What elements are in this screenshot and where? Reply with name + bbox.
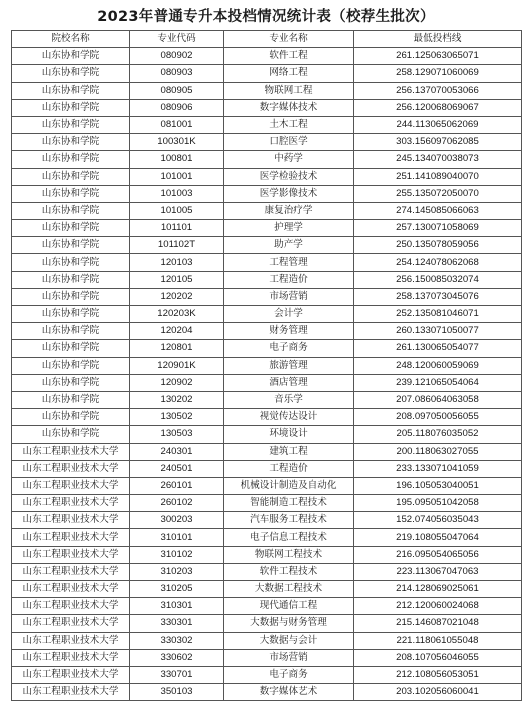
school-cell: 山东协和学院: [12, 151, 130, 168]
min-score-cell: 223.113067047063: [354, 563, 522, 580]
column-header-major-code: 专业代码: [130, 31, 224, 48]
table-row: [12, 632, 522, 649]
column-header-school: 院校名称: [12, 31, 130, 48]
school-cell: 山东协和学院: [12, 99, 130, 116]
major-name-cell: 酒店管理: [224, 374, 354, 391]
table-row: [12, 391, 522, 408]
major-code-cell: 120203K: [130, 306, 224, 323]
min-score-cell: 195.095051042058: [354, 495, 522, 512]
school-cell: 山东工程职业技术大学: [12, 529, 130, 546]
school-cell: 山东协和学院: [12, 340, 130, 357]
min-score-cell: 250.135078059056: [354, 237, 522, 254]
school-cell: 山东工程职业技术大学: [12, 443, 130, 460]
min-score-cell: 208.107056046055: [354, 649, 522, 666]
school-cell: 山东协和学院: [12, 220, 130, 237]
major-name-cell: 市场营销: [224, 288, 354, 305]
school-cell: 山东协和学院: [12, 426, 130, 443]
admission-score-table: [11, 30, 522, 701]
school-cell: 山东协和学院: [12, 48, 130, 65]
major-code-cell: 310205: [130, 581, 224, 598]
min-score-cell: 258.137073045076: [354, 288, 522, 305]
table-row: [12, 185, 522, 202]
min-score-cell: 251.141089040070: [354, 168, 522, 185]
table-row: [12, 48, 522, 65]
min-score-cell: 219.108055047064: [354, 529, 522, 546]
major-code-cell: 130503: [130, 426, 224, 443]
major-name-cell: 物联网工程技术: [224, 546, 354, 563]
table-row: [12, 82, 522, 99]
school-cell: 山东协和学院: [12, 409, 130, 426]
school-cell: 山东工程职业技术大学: [12, 477, 130, 494]
table-row: [12, 529, 522, 546]
major-name-cell: 助产学: [224, 237, 354, 254]
min-score-cell: 252.135081046071: [354, 306, 522, 323]
major-code-cell: 080905: [130, 82, 224, 99]
school-cell: 山东工程职业技术大学: [12, 581, 130, 598]
min-score-cell: 255.135072050070: [354, 185, 522, 202]
table-row: [12, 288, 522, 305]
min-score-cell: 221.118061055048: [354, 632, 522, 649]
major-code-cell: 330301: [130, 615, 224, 632]
major-name-cell: 音乐学: [224, 391, 354, 408]
school-cell: 山东协和学院: [12, 391, 130, 408]
table-row: [12, 495, 522, 512]
major-name-cell: 土木工程: [224, 116, 354, 133]
min-score-cell: 200.118063027055: [354, 443, 522, 460]
table-row: [12, 116, 522, 133]
major-name-cell: 护理学: [224, 220, 354, 237]
min-score-cell: 205.118076035052: [354, 426, 522, 443]
major-code-cell: 240301: [130, 443, 224, 460]
min-score-cell: 248.120060059069: [354, 357, 522, 374]
min-score-cell: 258.129071060069: [354, 65, 522, 82]
major-name-cell: 现代通信工程: [224, 598, 354, 615]
table-row: [12, 271, 522, 288]
school-cell: 山东协和学院: [12, 374, 130, 391]
table-row: [12, 409, 522, 426]
major-code-cell: 081001: [130, 116, 224, 133]
major-code-cell: 330602: [130, 649, 224, 666]
school-cell: 山东工程职业技术大学: [12, 666, 130, 683]
min-score-cell: 256.120068069067: [354, 99, 522, 116]
table-row: [12, 151, 522, 168]
major-code-cell: 080903: [130, 65, 224, 82]
major-name-cell: 工程管理: [224, 254, 354, 271]
major-code-cell: 080906: [130, 99, 224, 116]
school-cell: 山东协和学院: [12, 185, 130, 202]
table-row: [12, 65, 522, 82]
major-code-cell: 100301K: [130, 134, 224, 151]
school-cell: 山东工程职业技术大学: [12, 546, 130, 563]
school-cell: 山东协和学院: [12, 254, 130, 271]
table-row: [12, 460, 522, 477]
table-row: [12, 340, 522, 357]
school-cell: 山东协和学院: [12, 134, 130, 151]
major-name-cell: 财务管理: [224, 323, 354, 340]
major-name-cell: 市场营销: [224, 649, 354, 666]
min-score-cell: 239.121065054064: [354, 374, 522, 391]
major-name-cell: 软件工程技术: [224, 563, 354, 580]
min-score-cell: 303.156097062085: [354, 134, 522, 151]
min-score-cell: 245.134070038073: [354, 151, 522, 168]
major-name-cell: 电子商务: [224, 666, 354, 683]
table-row: [12, 323, 522, 340]
major-name-cell: 机械设计制造及自动化: [224, 477, 354, 494]
min-score-cell: 207.086064063058: [354, 391, 522, 408]
major-code-cell: 100801: [130, 151, 224, 168]
school-cell: 山东工程职业技术大学: [12, 684, 130, 701]
table-row: [12, 615, 522, 632]
table-row: [12, 237, 522, 254]
major-code-cell: 120801: [130, 340, 224, 357]
school-cell: 山东协和学院: [12, 65, 130, 82]
major-name-cell: 电子信息工程技术: [224, 529, 354, 546]
min-score-cell: 208.097050056055: [354, 409, 522, 426]
major-name-cell: 软件工程: [224, 48, 354, 65]
major-code-cell: 120902: [130, 374, 224, 391]
major-code-cell: 120202: [130, 288, 224, 305]
school-cell: 山东工程职业技术大学: [12, 495, 130, 512]
major-name-cell: 工程造价: [224, 271, 354, 288]
min-score-cell: 214.128069025061: [354, 581, 522, 598]
table-row: [12, 220, 522, 237]
table-row: [12, 666, 522, 683]
major-code-cell: 310102: [130, 546, 224, 563]
major-code-cell: 120901K: [130, 357, 224, 374]
min-score-cell: 257.130071058069: [354, 220, 522, 237]
major-code-cell: 101102T: [130, 237, 224, 254]
school-cell: 山东工程职业技术大学: [12, 563, 130, 580]
school-cell: 山东工程职业技术大学: [12, 598, 130, 615]
major-code-cell: 101005: [130, 202, 224, 219]
page-title: 2023年普通专升本投档情况统计表（校荐生批次）: [97, 9, 435, 25]
major-code-cell: 330701: [130, 666, 224, 683]
min-score-cell: 261.125063065071: [354, 48, 522, 65]
major-code-cell: 330302: [130, 632, 224, 649]
major-code-cell: 101003: [130, 185, 224, 202]
table-row: [12, 426, 522, 443]
table-body: [12, 48, 522, 701]
table-row: [12, 563, 522, 580]
school-cell: 山东工程职业技术大学: [12, 512, 130, 529]
major-code-cell: 101101: [130, 220, 224, 237]
major-name-cell: 环境设计: [224, 426, 354, 443]
table-row: [12, 684, 522, 701]
major-name-cell: 智能制造工程技术: [224, 495, 354, 512]
school-cell: 山东工程职业技术大学: [12, 460, 130, 477]
school-cell: 山东协和学院: [12, 306, 130, 323]
major-name-cell: 旅游管理: [224, 357, 354, 374]
school-cell: 山东协和学院: [12, 202, 130, 219]
major-code-cell: 120204: [130, 323, 224, 340]
min-score-cell: 254.124078062068: [354, 254, 522, 271]
table-row: [12, 546, 522, 563]
min-score-cell: 261.130065054077: [354, 340, 522, 357]
min-score-cell: 256.137070053066: [354, 82, 522, 99]
major-name-cell: 大数据工程技术: [224, 581, 354, 598]
table-row: [12, 99, 522, 116]
school-cell: 山东工程职业技术大学: [12, 632, 130, 649]
min-score-cell: 203.102056060041: [354, 684, 522, 701]
major-name-cell: 工程造价: [224, 460, 354, 477]
major-name-cell: 电子商务: [224, 340, 354, 357]
min-score-cell: 215.146087021048: [354, 615, 522, 632]
major-code-cell: 310301: [130, 598, 224, 615]
major-name-cell: 医学影像技术: [224, 185, 354, 202]
school-cell: 山东协和学院: [12, 168, 130, 185]
table-row: [12, 254, 522, 271]
school-cell: 山东协和学院: [12, 271, 130, 288]
min-score-cell: 152.074056035043: [354, 512, 522, 529]
min-score-cell: 196.105053040051: [354, 477, 522, 494]
major-name-cell: 网络工程: [224, 65, 354, 82]
major-code-cell: 260101: [130, 477, 224, 494]
table-row: [12, 443, 522, 460]
major-code-cell: 350103: [130, 684, 224, 701]
table-row: [12, 202, 522, 219]
school-cell: 山东协和学院: [12, 237, 130, 254]
major-code-cell: 120103: [130, 254, 224, 271]
school-cell: 山东工程职业技术大学: [12, 615, 130, 632]
major-name-cell: 大数据与会计: [224, 632, 354, 649]
school-cell: 山东协和学院: [12, 323, 130, 340]
major-code-cell: 130202: [130, 391, 224, 408]
min-score-cell: 256.150085032074: [354, 271, 522, 288]
column-header-min-score: 最低投档线: [354, 31, 522, 48]
major-name-cell: 建筑工程: [224, 443, 354, 460]
major-code-cell: 130502: [130, 409, 224, 426]
major-code-cell: 101001: [130, 168, 224, 185]
min-score-cell: 233.133071041059: [354, 460, 522, 477]
major-name-cell: 康复治疗学: [224, 202, 354, 219]
min-score-cell: 212.108056053051: [354, 666, 522, 683]
major-name-cell: 口腔医学: [224, 134, 354, 151]
major-name-cell: 物联网工程: [224, 82, 354, 99]
major-code-cell: 310101: [130, 529, 224, 546]
major-name-cell: 数字媒体技术: [224, 99, 354, 116]
major-name-cell: 数字媒体艺术: [224, 684, 354, 701]
min-score-cell: 212.120060024068: [354, 598, 522, 615]
school-cell: 山东协和学院: [12, 357, 130, 374]
table-row: [12, 512, 522, 529]
school-cell: 山东工程职业技术大学: [12, 649, 130, 666]
table-row: [12, 649, 522, 666]
major-name-cell: 汽车服务工程技术: [224, 512, 354, 529]
min-score-cell: 260.133071050077: [354, 323, 522, 340]
major-code-cell: 310203: [130, 563, 224, 580]
min-score-cell: 216.095054065056: [354, 546, 522, 563]
major-name-cell: 大数据与财务管理: [224, 615, 354, 632]
table-header-row: [12, 31, 522, 48]
major-code-cell: 300203: [130, 512, 224, 529]
table-row: [12, 581, 522, 598]
column-header-major-name: 专业名称: [224, 31, 354, 48]
table-row: [12, 598, 522, 615]
major-code-cell: 080902: [130, 48, 224, 65]
min-score-cell: 244.113065062069: [354, 116, 522, 133]
table-row: [12, 357, 522, 374]
school-cell: 山东协和学院: [12, 82, 130, 99]
table-row: [12, 306, 522, 323]
major-name-cell: 会计学: [224, 306, 354, 323]
major-code-cell: 120105: [130, 271, 224, 288]
table-row: [12, 134, 522, 151]
table-row: [12, 168, 522, 185]
major-code-cell: 240501: [130, 460, 224, 477]
school-cell: 山东协和学院: [12, 116, 130, 133]
major-name-cell: 中药学: [224, 151, 354, 168]
school-cell: 山东协和学院: [12, 288, 130, 305]
major-name-cell: 视觉传达设计: [224, 409, 354, 426]
min-score-cell: 274.145085066063: [354, 202, 522, 219]
table-row: [12, 374, 522, 391]
major-name-cell: 医学检验技术: [224, 168, 354, 185]
table-row: [12, 477, 522, 494]
major-code-cell: 260102: [130, 495, 224, 512]
